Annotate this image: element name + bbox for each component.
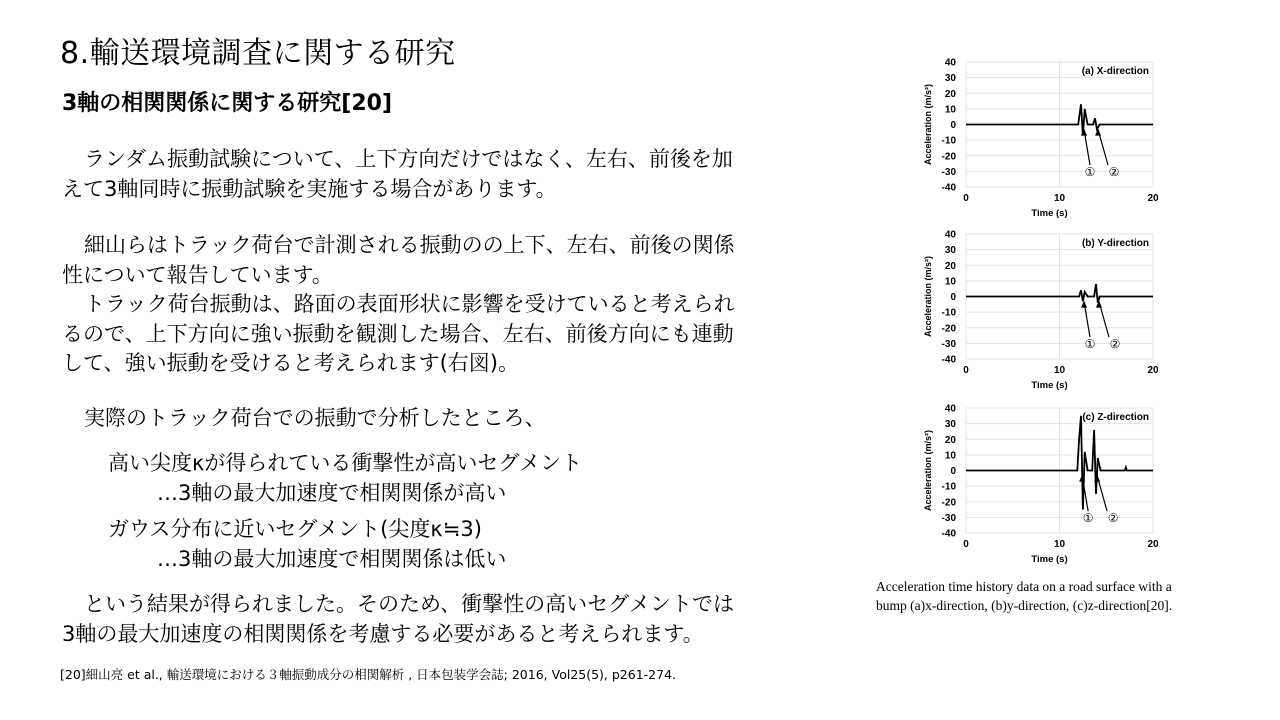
y-tick-label: 10 xyxy=(944,276,956,288)
x-tick-label: 0 xyxy=(963,193,969,204)
y-tick-label: 0 xyxy=(950,120,956,131)
paragraph-2-line-2: 性について報告しています。 xyxy=(62,262,333,287)
y-axis-title: Acceleration (m/s²) xyxy=(923,429,933,512)
paragraph-5-line-1: という結果が得られました。そのため、衝撃性の高いセグメントでは xyxy=(84,592,734,616)
chart-z-direction-svg xyxy=(918,394,1168,566)
paragraph-2-line-1: 細山らはトラック荷台で計測される振動のの上下、左右、前後の関係 xyxy=(84,233,735,257)
y-tick-label: -40 xyxy=(941,182,956,194)
y-tick-label: 0 xyxy=(950,292,956,303)
list-item-1: 高い尖度κが得られている衝撃性が高いセグメント xyxy=(108,451,583,475)
annotation-marker: ② xyxy=(1108,165,1120,180)
slide-subtitle: 3軸の相関関係に関する研究[20] xyxy=(62,91,393,116)
y-tick-label: -40 xyxy=(941,354,956,366)
y-tick-label: 30 xyxy=(944,245,956,257)
y-tick-label: 40 xyxy=(944,57,956,69)
y-axis-title: Acceleration (m/s²) xyxy=(923,83,933,166)
y-tick-label: 10 xyxy=(944,104,956,116)
y-tick-label: 30 xyxy=(944,419,956,431)
y-axis-title: Acceleration (m/s²) xyxy=(923,255,933,338)
y-tick-label: 0 xyxy=(950,466,956,477)
annotation-marker: ① xyxy=(1084,165,1096,180)
figure-caption-line-2: bump (a)x-direction, (b)y-direction, (c)z-direction[20]. xyxy=(876,598,1173,613)
y-tick-label: -10 xyxy=(941,135,956,147)
x-tick-label: 10 xyxy=(1053,193,1066,204)
chart-panel-title: (b) Y-direction xyxy=(1081,238,1149,249)
paragraph-1 xyxy=(62,145,832,204)
y-tick-label: 40 xyxy=(944,403,956,415)
y-tick-label: -10 xyxy=(941,481,956,493)
x-tick-label: 10 xyxy=(1053,539,1066,550)
y-tick-label: -30 xyxy=(941,166,956,178)
paragraph-5-line-2: 3軸の最大加速度の相関関係を考慮する必要があると考えられます。 xyxy=(62,621,704,646)
y-tick-label: 20 xyxy=(944,260,956,272)
x-tick-label: 20 xyxy=(1147,193,1159,204)
y-tick-label: -20 xyxy=(941,497,956,509)
y-tick-label: -30 xyxy=(941,512,956,524)
x-axis-title: Time (s) xyxy=(1031,208,1068,219)
y-tick-label: -30 xyxy=(941,338,956,350)
chart-panel-title: (a) X-direction xyxy=(1081,66,1149,77)
list-item-1-result: …3軸の最大加速度で相関関係が高い xyxy=(157,480,507,505)
slide-title: 8.輸送環境調査に関する研究 xyxy=(60,36,456,71)
y-tick-label: -40 xyxy=(941,528,956,540)
reference-citation: [20]細山亮 et al., 輸送環境における３軸振動成分の相関解析 , 日本包装学会誌; 2016, Vol25(5), p261-274. xyxy=(60,667,677,682)
annotation-marker: ① xyxy=(1084,337,1096,352)
list-item-2: ガウス分布に近いセグメント(尖度κ≒3) xyxy=(108,517,482,541)
paragraph-3-line-1: トラック荷台振動は、路面の表面形状に影響を受けていると考えられ xyxy=(84,292,735,316)
annotation-marker: ② xyxy=(1109,337,1121,352)
chart-z-direction xyxy=(918,394,1168,566)
y-tick-label: 20 xyxy=(944,434,956,446)
figure-caption-line-1: Acceleration time history data on a road surface with a xyxy=(876,579,1172,594)
chart-y-direction xyxy=(918,220,1168,392)
paragraph-3-line-2: るので、上下方向に強い振動を観測した場合、左右、前後方向にも連動 xyxy=(62,321,734,346)
chart-x-direction-svg xyxy=(918,48,1168,220)
x-tick-label: 10 xyxy=(1053,365,1066,376)
paragraph-2 xyxy=(62,231,832,379)
x-tick-label: 20 xyxy=(1147,365,1159,376)
paragraph-4-line: 実際のトラック荷台での振動で分析したところ、 xyxy=(84,406,546,430)
figure-caption xyxy=(876,577,1230,615)
x-axis-title: Time (s) xyxy=(1031,554,1068,565)
chart-x-direction xyxy=(918,48,1168,220)
x-tick-label: 0 xyxy=(963,365,969,376)
paragraph-4 xyxy=(62,404,832,434)
x-tick-label: 20 xyxy=(1147,539,1159,550)
x-axis-title: Time (s) xyxy=(1031,380,1068,391)
y-tick-label: -20 xyxy=(941,323,956,335)
paragraph-1-line-1: ランダム振動試験について、上下方向だけではなく、左右、前後を加 xyxy=(84,147,733,171)
result-list xyxy=(62,449,832,574)
y-tick-label: -20 xyxy=(941,151,956,163)
y-tick-label: 20 xyxy=(944,88,956,100)
annotation-marker: ① xyxy=(1082,511,1094,526)
list-item-2-result: …3軸の最大加速度で相関関係は低い xyxy=(157,546,507,571)
y-tick-label: 30 xyxy=(944,73,956,85)
chart-y-direction-svg xyxy=(918,220,1168,392)
y-tick-label: 10 xyxy=(944,450,956,462)
paragraph-5 xyxy=(62,590,832,649)
paragraph-3-line-3: して、強い振動を受けると考えられます(右図)。 xyxy=(62,351,519,375)
chart-panel-title: (c) Z-direction xyxy=(1082,412,1149,423)
y-tick-label: 40 xyxy=(944,229,956,241)
x-tick-label: 0 xyxy=(963,539,969,550)
annotation-marker: ② xyxy=(1107,511,1119,526)
y-tick-label: -10 xyxy=(941,307,956,319)
paragraph-1-line-2: えて3軸同時に振動試験を実施する場合があります。 xyxy=(62,176,557,201)
